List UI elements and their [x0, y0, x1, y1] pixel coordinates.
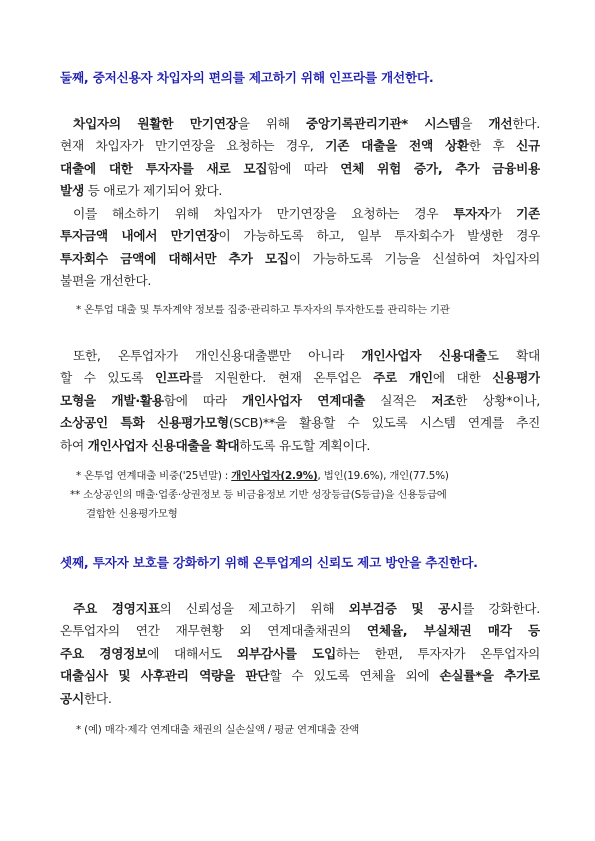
text-line [60, 435, 540, 457]
text-run: 대출심사 및 사후관리 역량을 판단 [60, 668, 270, 684]
text-line [60, 158, 540, 180]
text-run: 차입자의 원활한 만기연장 [73, 116, 238, 131]
text-run: 모형을 개발·활용 [60, 392, 164, 408]
text-run: 의 신뢰성을 제고하기 위해 [159, 601, 349, 616]
text-line [60, 367, 540, 389]
text-run: 불편을 개선한다. [60, 273, 152, 289]
text-run: 을 위해 [237, 116, 306, 131]
text-run: 신규 [516, 138, 540, 154]
text-line [60, 643, 540, 665]
text-line [60, 113, 540, 135]
text-run: 발생 [60, 183, 84, 199]
text-run: 등 애로가 제기되어 왔다. [83, 183, 223, 199]
text-run: 이 가능하도록 하고, 일부 투자회수가 발생한 경우 [218, 228, 540, 244]
text-run: 소상공인 특화 신용평가모형 [60, 415, 229, 431]
footnote-loss-rate: * (예) 매각·제각 연계대출 채권의 실손실액 / 평균 연계대출 잔액 [76, 724, 360, 736]
text-run: 투자회수 금액에 대해서만 추가 모집 [60, 250, 289, 266]
text-run: 에 대해서도 [147, 645, 237, 661]
text-run: 도 확대 [486, 348, 540, 363]
text-line [60, 203, 540, 225]
text-run: 연체율, 부실채권 매각 등 [366, 623, 540, 639]
text-line [60, 665, 540, 687]
text-run: 연체 위험 증가, 추가 금융비용 [340, 160, 540, 176]
text-run: 함에 따라 [163, 392, 242, 408]
text-run: 기존 [516, 206, 540, 221]
text-run: 현재 차입자가 만기연장을 요청하는 경우, [60, 138, 326, 154]
text-run: 에 대한 [432, 370, 493, 386]
text-run: 한 후 [468, 138, 517, 154]
text-run: 한 상황*이나, [455, 392, 540, 408]
text-run: 개인사업자 연계대출 [241, 392, 366, 408]
text-run: 대출에 대한 투자자를 새로 모집 [60, 160, 268, 176]
text-run: 를 강화한다. [462, 601, 540, 616]
text-run: 개인사업자 신용대출을 확대 [87, 437, 240, 453]
text-line [60, 620, 540, 642]
text-run: 할 수 있도록 연체율 외에 [269, 668, 440, 684]
text-line [60, 180, 540, 202]
text-run: 개선 [488, 116, 513, 131]
text-run: 를 지원한다. 현재 온투업은 [190, 370, 373, 386]
text-line [60, 225, 540, 247]
text-line [60, 345, 540, 367]
text-run: 이를 해소하기 위해 차입자가 만기연장을 요청하는 경우 [73, 206, 454, 221]
text-run: 저조 [431, 392, 456, 408]
text-run: 외부검증 및 공시 [348, 601, 463, 616]
text-run: 주로 개인 [372, 370, 433, 386]
text-run: 온투업자의 연간 재무현황 외 연계대출채권의 [60, 623, 367, 639]
text-run: 또한, 온투업자가 개인신용대출뿐만 아니라 [73, 348, 362, 363]
text-run: 공시 [60, 690, 84, 706]
text-run: 주요 경영정보 [60, 645, 148, 661]
text-run: 이 가능하도록 기능을 신설하여 차입자의 [288, 250, 540, 266]
footnote-scb-definition-cont: 결합한 신용평가모형 [86, 508, 178, 520]
footnote-central-agency: * 온투업 대출 및 투자계약 정보를 집중·관리하고 투자자의 투자한도를 관리하는 기관 [76, 304, 450, 316]
text-run: 개인사업자 신용대출 [361, 348, 487, 363]
footnote-scb-definition: ** 소상공인의 매출·업종·상권정보 등 비금융정보 기반 성장등급(S등급)을 신용등급에 [70, 489, 447, 501]
paragraph-maturity-extension [60, 113, 540, 203]
text-line [60, 270, 540, 292]
text-run: 한다. [83, 690, 112, 706]
text-run: 할 수 있도록 [60, 370, 155, 386]
paragraph-resolution [60, 203, 540, 293]
footnote-loan-share: * 온투업 연계대출 비중('25년말) : 개인사업자(2.9%), 법인(19.6%), 개인(77.5%) [76, 470, 449, 482]
section-heading-second: 둘째, 중저신용자 차입자의 편의를 제고하기 위해 인프라를 개선한다. [60, 70, 434, 85]
text-run: (SCB)**을 활용할 수 있도록 시스템 연계를 추진 [228, 415, 540, 431]
section-heading-third: 셋째, 투자자 보호를 강화하기 위해 온투업계의 신뢰도 제고 방안을 추진한다. [60, 555, 478, 570]
text-line [60, 390, 540, 412]
text-line [60, 248, 540, 270]
highlight-sole-proprietor-share: 개인사업자(2.9%) [231, 470, 318, 482]
text-run: 한다. [512, 116, 540, 131]
text-run: 기존 대출을 전액 상환 [325, 138, 469, 154]
text-run: 하도록 유도할 계획이다. [239, 437, 371, 453]
text-run: 가 [489, 206, 517, 221]
text-run: 신용평가 [492, 370, 540, 386]
text-run: 중앙기록관리기관* 시스템 [305, 116, 461, 131]
text-run: 하는 한편, 투자자가 온투업자의 [335, 645, 540, 661]
text-run: 함에 따라 [267, 160, 341, 176]
text-line [60, 135, 540, 157]
text-line [60, 598, 540, 620]
text-run: 투자자 [453, 206, 490, 221]
text-run: 하여 [60, 437, 88, 453]
text-line [60, 412, 540, 434]
paragraph-disclosure [60, 598, 540, 710]
paragraph-sole-proprietor [60, 345, 540, 457]
text-run: 인프라 [154, 370, 191, 386]
text-line [60, 688, 540, 710]
text-run: 주요 경영지표 [73, 601, 160, 616]
text-run: 을 [460, 116, 489, 131]
text-run: 외부감사를 도입 [236, 645, 336, 661]
text-run: 실적은 [365, 392, 432, 408]
text-run: 손실률*을 추가로 [439, 668, 540, 684]
text-run: 투자금액 내에서 만기연장 [60, 228, 219, 244]
